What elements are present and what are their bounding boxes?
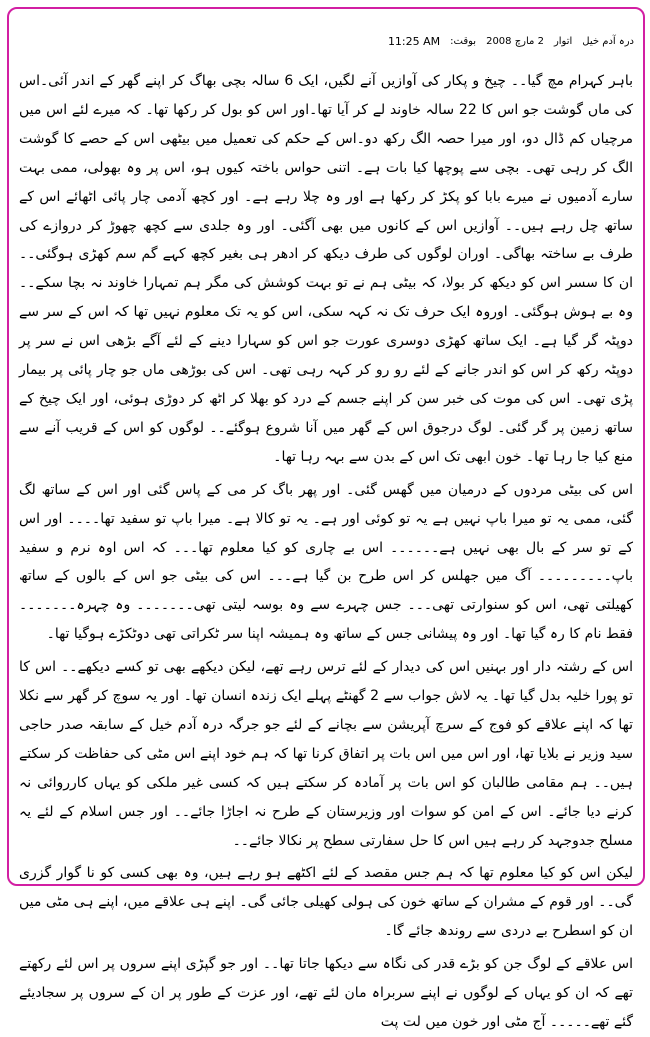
time-caption: بوقت: <box>450 36 477 47</box>
source-label: درہ آدم خیل <box>582 36 634 47</box>
time-value: 11:25 AM <box>387 35 441 48</box>
header-meta <box>388 35 634 48</box>
article-header <box>9 9 643 67</box>
paragraph-1: باہر کہرام مچ گیا۔۔ چیخ و پکار کی آوازیں آنے لگیں، ایک 6 سالہ بچی بھاگ کر اپنے گھر کے اندر آئی۔اس کی ماں گوشت جو اس کا 22 سالہ خاوند لے کر آیا تھا۔اور اس کو بول کر رکھا تھا۔ کہ میرے لئے اس میں مرچیاں کم ڈال دو، اور میرا حصہ الگ رکھ دو۔اس کے حکم کی تعمیل میں بیٹھی اس کے حصے کا گوشت الگ کر رہی تھی۔ بچی سے پوچھا کیا بات ہے۔ اتنی حواس باختہ کیوں ہو، اس پر وہ بھولی، ممی بہت سارے آدمیوں نے میرے بابا کو پکڑ کر رکھا ہے اور وہ چلا رہے ہے۔ اور کچھ آدمی چار پائی اٹھائے اس کے ساتھ چل رہے ہیں۔۔ آوازیں اس کے کانوں میں بھی آگئی۔ اور وہ جلدی سے کچھ چھوڑ کر دروازے کی طرف بے ساختہ بھاگی۔ اوران لوگوں کی طرف دیکھ کر ادھر ہی بغیر کچھ کہے گم سم کھڑی ہوگئی۔۔ ان کا سسر اس کو دیکھ کر بولا، کہ بیٹی ہم نے تو بہت کوشش کی مگر ہم تمہارا خاوند نہ بچا سکے۔۔ وہ بے ہوش ہوگئی۔ اوروہ ایک حرف تک نہ کہہ سکی، اس کو یہ تک معلوم نہیں تھا کہ اس کے سر سے دوپٹہ گر گیا ہے۔ ایک ساتھ کھڑی دوسری عورت جو اس کو سہارا دینے کے لئے آگے بڑھی اس نے سر پر دوپٹہ رکھ کر اس کو اندر جانے کے لئے رو رو کر کہہ رہی تھی۔ اس کی بوڑھی ماں جو چار پائی پر بیمار پڑی تھی۔ اس کی موت کی خبر سن کر اپنے جسم کے درد کو بھلا کر اٹھ کر دوڑی ہوئی، اور ایک چیخ کے ساتھ زمین پر گر گئی۔ لوگ درجوق اس کے گھر میں آنا شروع ہوگئے۔۔ لوگوں کو اس کے قریب آنے سے منع کیا جا رہا تھا۔ خون ابھی تک اس کے بدن سے بہہ رہا تھا۔ <box>19 73 633 465</box>
date-label: 2 مارچ 2008 <box>486 36 544 47</box>
paragraph-2: اس کی بیٹی مردوں کے درمیان میں گھس گئی۔ اور پھر باگ کر می کے پاس گئی اور اس کے ساتھ لگ گئی، ممی یہ تو میرا باپ نہیں ہے یہ تو کوئی اور ہے۔ یہ تو کالا ہے۔ میرا باپ تو سفید تھا۔۔۔۔ اور اس کے تو سر کے بال بھی نہیں ہے۔۔۔۔۔۔ اس بے چاری کو کیا معلوم تھا۔۔۔ کہ اس اوہ نرم و سفید باپ۔۔۔۔۔۔۔۔۔ آگ میں جھلس کر اس طرح بن گیا ہے۔۔۔ اس کی بیٹی جو اس کے بالوں کے ساتھ کھیلتی تھی، اس کو سنوارتی تھی۔۔۔ جس چہرے سے وہ بوسہ لیتی تھی۔۔۔۔۔۔۔ وہ چہرہ۔۔۔۔۔۔۔ فقط نام کا رہ گیا تھا۔ اور وہ پیشانی جس کے ساتھ وہ ہمیشہ اپنا سر ٹکراتی تھی دوٹکڑے ہوگیا تھا۔ <box>19 481 633 643</box>
article-body <box>19 67 633 1030</box>
article-frame <box>7 7 645 1030</box>
paragraph-5: اس علاقے کے لوگ جن کو بڑے قدر کی نگاہ سے دیکھا جاتا تھا۔۔ اور جو گپڑی اپنے سروں پر اس لئے رکھتے تھے کہ ان کو یہاں کے لوگوں نے اپنے سربراہ مان لئے تھے، اور عزت کے طور پر ان کے سروں پر سجادیئے گئے تھے۔۔۔۔۔ آج مٹی اور خون میں لت پت <box>19 956 633 1030</box>
paragraph-3: اس کے رشتہ دار اور بہنیں اس کی دیدار کے لئے ترس رہے تھے، لیکن دیکھے بھی تو کسے دیکھے۔۔ اس کا تو پورا خلیہ بدل گیا تھا۔ یہ لاش جواب سے 2 گھنٹے پہلے ایک زندہ انسان تھا۔ اور یہ سوچ کر گھر سے نکلا تھا کہ اپنے علاقے کو فوج کے سرچ آپریشن سے بچانے کے لئے جو جرگہ درہ آدم خیل کے سابقہ صدر حاجی سید وزیر نے بلایا تھا، اور اس میں اس بات پر اتفاق کرنا تھا کہ ہم خود اپنے اس مٹی کی حفاظت کر سکتے ہیں۔۔ ہم مقامی طالبان کو اس بات پر آمادہ کر سکتے ہیں کہ کسی غیر ملکی کو یہاں کارروائی نہ کرنے دیا جائے۔ اس کے امن کو سوات اور وزیرستان کے طرح نہ اجاڑا جائے۔۔ اور جس اسلام کے لئے یہ مسلح جدوجہد کر رہے ہیں اس کا حل سفارتی سطح پر نکالا جائے۔۔ <box>19 659 633 849</box>
day-label: اتوار <box>553 36 573 47</box>
paragraph-4: لیکن اس کو کیا معلوم تھا کہ ہم جس مقصد کے لئے اکٹھے ہو رہے ہیں، وہ بھی کسی کو نا گوار گزری گی۔۔ اور قوم کے مشران کے ساتھ خون کی ہولی کھیلی جائی گی۔ اپنے ہی علاقے میں، اپنے ہی مٹی میں ان کو اسطرح بے دردی سے روندھ جائے گا۔ <box>19 865 633 940</box>
